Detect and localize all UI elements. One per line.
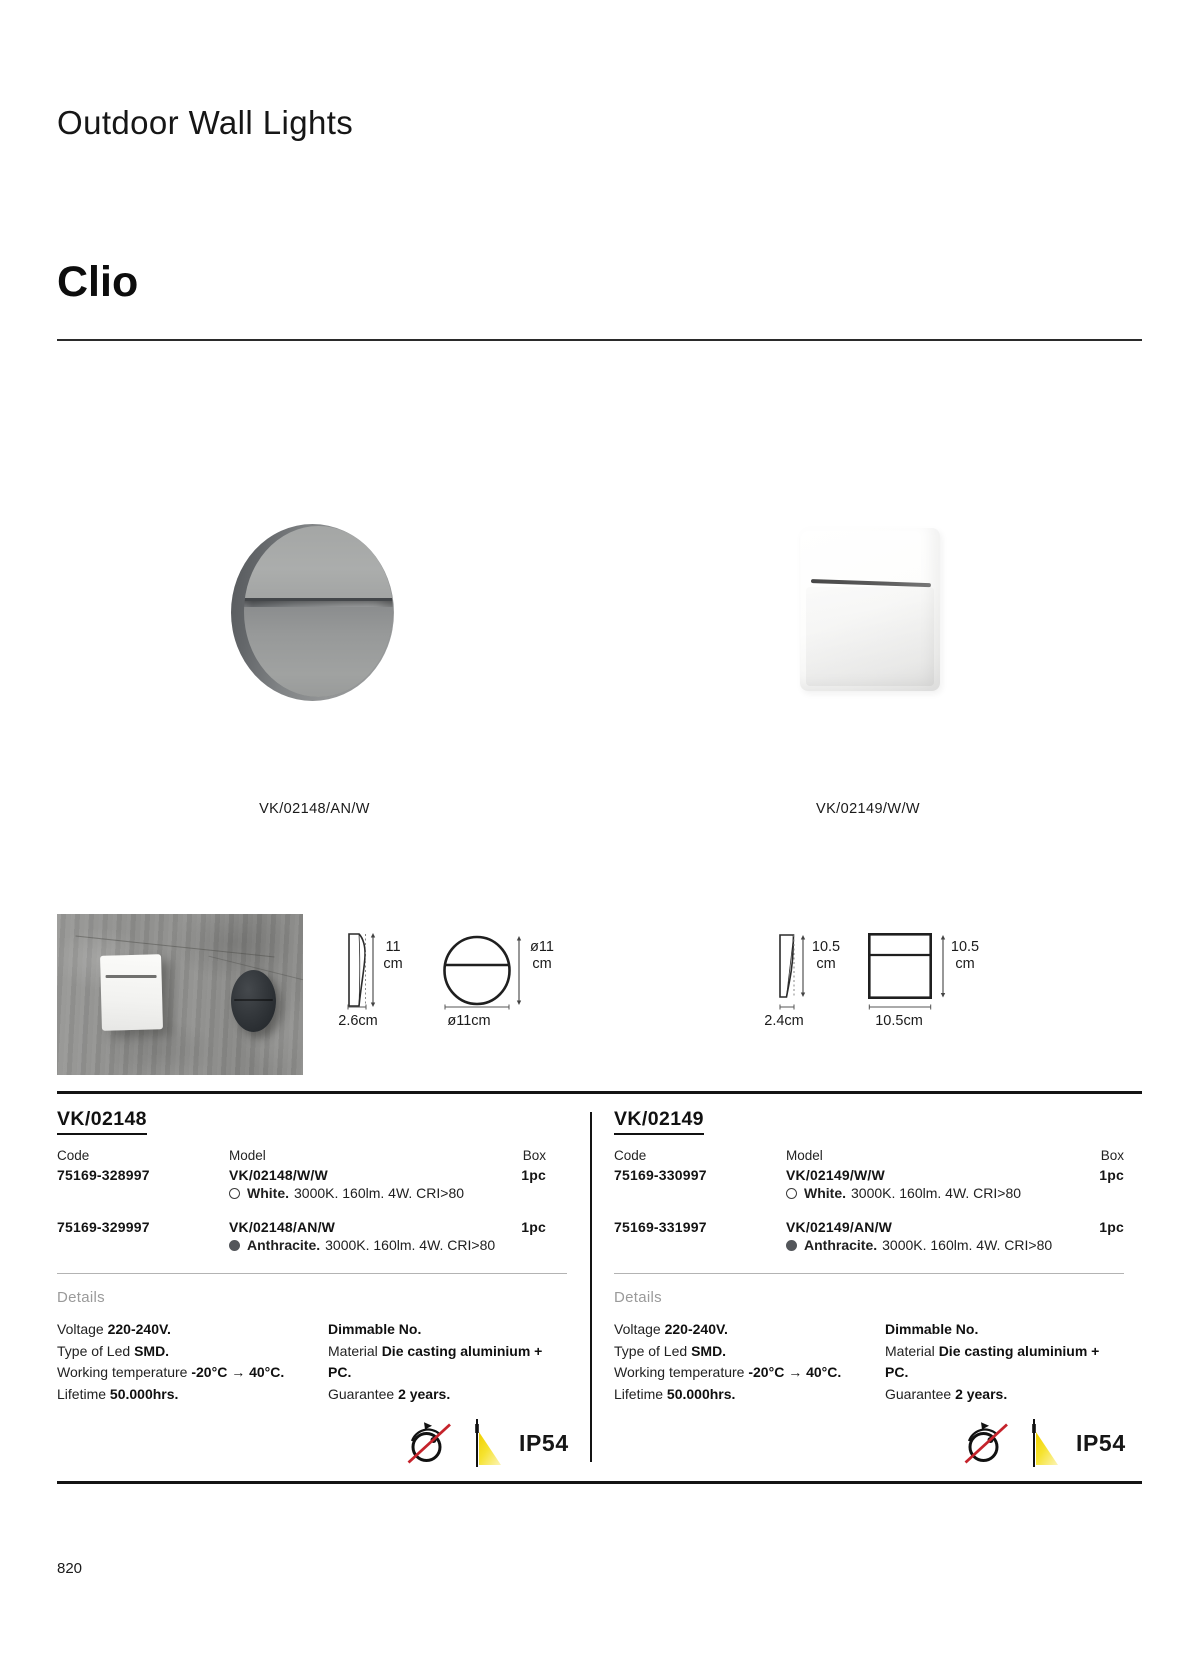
finish-swatch-filled-icon	[786, 1240, 797, 1251]
details-divider	[614, 1273, 1124, 1274]
photo-black-fixture	[231, 970, 276, 1032]
non-dimmable-icon	[406, 1420, 453, 1466]
box-quantity: 1pc	[1099, 1219, 1124, 1235]
details-divider	[57, 1273, 567, 1274]
col-header-box: Box	[1100, 1148, 1124, 1163]
table-row	[614, 1167, 1124, 1183]
table-row	[614, 1219, 1124, 1235]
dimension-label-diameter: ø11 cm	[530, 939, 554, 972]
product-model: VK/02149/W/W	[786, 1167, 885, 1183]
details-title: Details	[57, 1289, 105, 1306]
page-number: 820	[57, 1560, 83, 1577]
table-row	[57, 1167, 546, 1183]
product-code: 75169-329997	[57, 1219, 150, 1235]
column-divider	[590, 1112, 592, 1462]
dimension-label-depth: 2.6cm	[338, 1013, 378, 1029]
col-header-model: Model	[786, 1148, 823, 1163]
photo-white-fixture	[100, 954, 163, 1031]
product-code: 75169-330997	[614, 1167, 707, 1183]
table-top-rule	[57, 1091, 1142, 1094]
dimension-label-depth: 2.4cm	[764, 1013, 804, 1029]
details-grid: Voltage 220-240V. Type of Led SMD. Working temperature -20°C → 40°C. Lifetime 50.000hrs. Dimmable No. Material Die casting aluminium + PC. Guarantee 2 years.	[614, 1321, 1100, 1402]
round-light-face	[244, 526, 393, 697]
finish-spec-line: Anthracite. 3000K. 160lm. 4W. CRI>80	[786, 1237, 1124, 1253]
table-header-row	[614, 1148, 1124, 1163]
table-row	[57, 1219, 546, 1235]
square-front-view-drawing	[867, 931, 951, 1011]
dimension-label-width: 10.5cm	[875, 1013, 923, 1029]
product-code: 75169-331997	[614, 1219, 707, 1235]
square-wall-light-image	[800, 528, 940, 691]
round-front-view-drawing	[441, 931, 525, 1013]
spec-column-vk02148	[57, 1108, 567, 1405]
footer-rule	[57, 1481, 1142, 1484]
dimension-label-height: 10.5 cm	[950, 939, 980, 972]
page-title: Clio	[57, 258, 139, 306]
family-heading: VK/02149	[614, 1108, 704, 1135]
finish-swatch-filled-icon	[229, 1240, 240, 1251]
dimension-label-height: 11 cm	[383, 939, 403, 972]
title-divider	[57, 339, 1142, 341]
col-header-box: Box	[522, 1148, 546, 1163]
product-model: VK/02148/W/W	[229, 1167, 328, 1183]
product-model-label: VK/02149/W/W	[816, 801, 920, 817]
dimension-label-width: ø11cm	[447, 1013, 491, 1029]
round-wall-light-image	[231, 524, 394, 701]
non-dimmable-icon	[963, 1420, 1010, 1466]
square-light-slot	[811, 579, 931, 587]
details-grid: Voltage 220-240V. Type of Led SMD. Working temperature -20°C → 40°C. Lifetime 50.000hrs. Dimmable No. Material Die casting aluminium + PC. Guarantee 2 years.	[57, 1321, 543, 1402]
product-model: VK/02149/AN/W	[786, 1219, 893, 1235]
table-header-row	[57, 1148, 546, 1163]
ambience-photo	[57, 914, 303, 1075]
box-quantity: 1pc	[521, 1219, 546, 1235]
product-model-label: VK/02148/AN/W	[259, 801, 370, 817]
light-beam-icon	[473, 1419, 503, 1467]
finish-spec-line: Anthracite. 3000K. 160lm. 4W. CRI>80	[229, 1237, 567, 1253]
ip-rating: IP54	[519, 1429, 569, 1456]
finish-spec-line: White. 3000K. 160lm. 4W. CRI>80	[229, 1185, 567, 1201]
product-model: VK/02148/AN/W	[229, 1219, 336, 1235]
col-header-code: Code	[57, 1148, 90, 1163]
finish-swatch-open-icon	[786, 1188, 797, 1199]
col-header-model: Model	[229, 1148, 266, 1163]
col-header-code: Code	[614, 1148, 647, 1163]
details-title: Details	[614, 1289, 662, 1306]
dimension-label-height: 10.5 cm	[811, 939, 841, 972]
feature-icons-row	[406, 1419, 569, 1467]
spec-column-vk02149	[614, 1108, 1124, 1405]
feature-icons-row	[963, 1419, 1126, 1467]
product-code: 75169-328997	[57, 1167, 150, 1183]
finish-swatch-open-icon	[229, 1188, 240, 1199]
box-quantity: 1pc	[521, 1167, 546, 1183]
finish-spec-line: White. 3000K. 160lm. 4W. CRI>80	[786, 1185, 1124, 1201]
box-quantity: 1pc	[1099, 1167, 1124, 1183]
family-heading: VK/02148	[57, 1108, 147, 1135]
category-title: Outdoor Wall Lights	[57, 104, 354, 141]
ip-rating: IP54	[1076, 1429, 1126, 1456]
light-beam-icon	[1030, 1419, 1060, 1467]
